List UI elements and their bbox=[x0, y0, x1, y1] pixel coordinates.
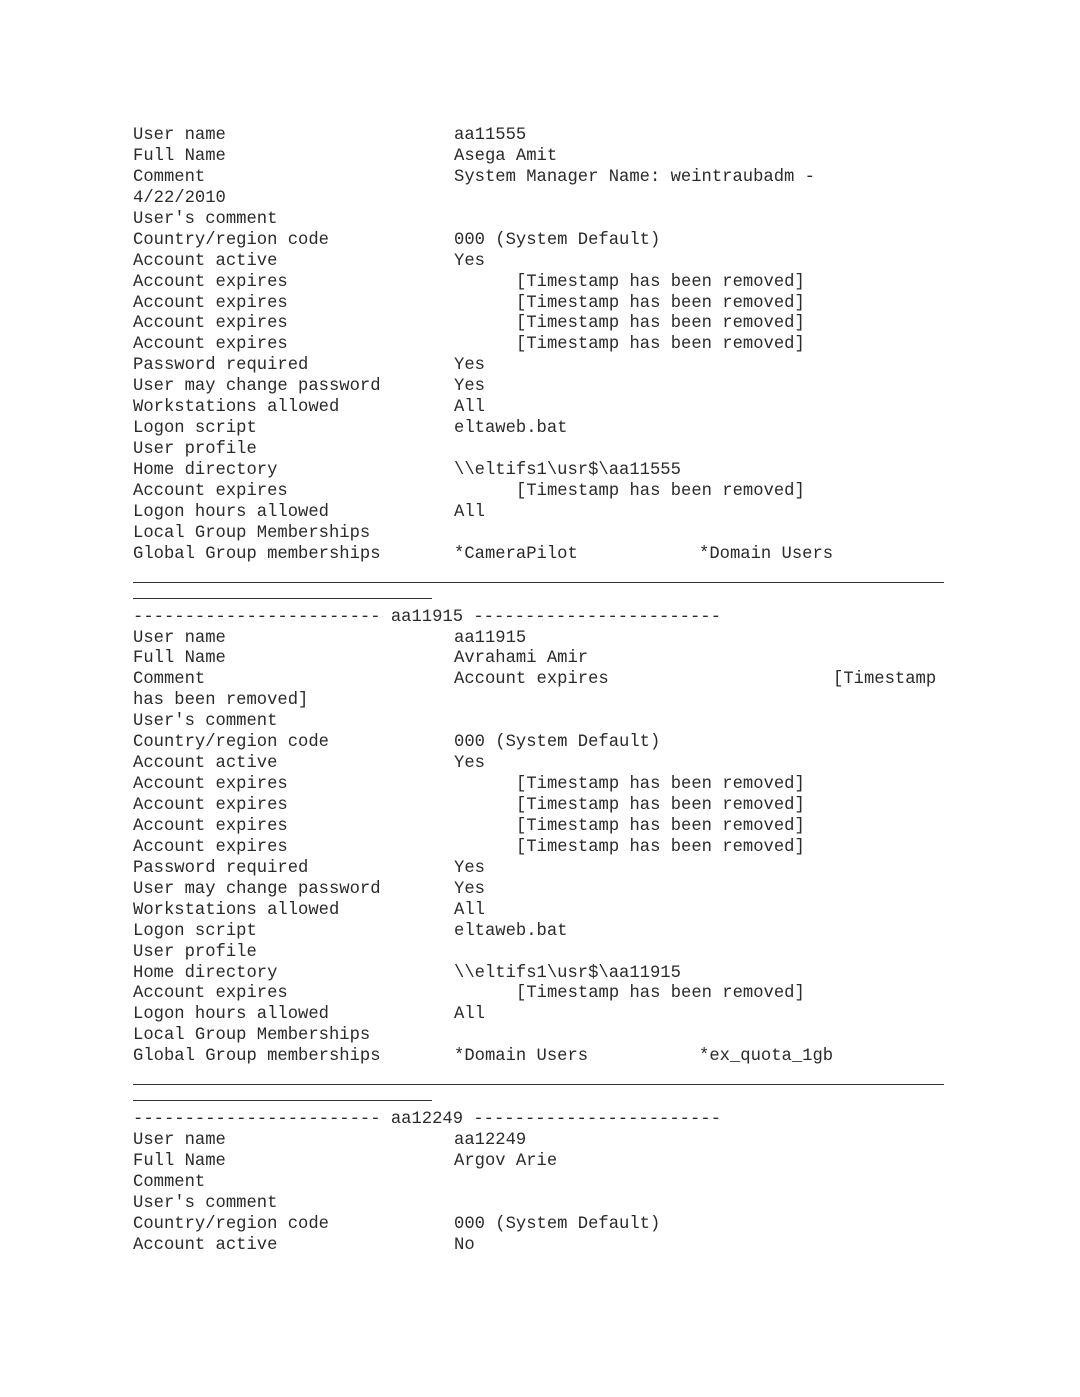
separator-line-short bbox=[133, 1089, 945, 1110]
field-label: Workstations allowed bbox=[133, 900, 340, 920]
field-label: User profile bbox=[133, 942, 257, 962]
field-row bbox=[133, 482, 945, 503]
field-row bbox=[133, 335, 945, 356]
separator-rule bbox=[133, 582, 944, 583]
field-label: Home directory bbox=[133, 963, 278, 983]
timestamp-removed: [Timestamp has been removed] bbox=[516, 796, 805, 815]
field-label: Account expires bbox=[133, 293, 288, 313]
field-row bbox=[133, 377, 945, 398]
field-label: Account expires bbox=[133, 984, 288, 1004]
field-row bbox=[133, 545, 945, 566]
field-row bbox=[133, 712, 945, 733]
separator-line-short bbox=[133, 587, 945, 608]
field-row bbox=[133, 1047, 945, 1068]
field-row bbox=[133, 440, 945, 461]
user-record-aa12249 bbox=[133, 1110, 945, 1257]
field-row bbox=[133, 922, 945, 943]
field-value: *Domain Users bbox=[454, 1047, 589, 1067]
field-row bbox=[133, 356, 945, 377]
field-row bbox=[133, 1215, 945, 1236]
field-row bbox=[133, 231, 945, 252]
document-page bbox=[133, 126, 945, 1257]
field-label: Account expires bbox=[133, 335, 288, 355]
field-label: User's comment bbox=[133, 1193, 278, 1213]
field-label: User's comment bbox=[133, 209, 278, 229]
field-value: All bbox=[454, 502, 485, 522]
field-row bbox=[133, 503, 945, 524]
field-value: All bbox=[454, 1005, 485, 1025]
field-label: Account expires bbox=[133, 796, 288, 815]
field-label: Account active bbox=[133, 1235, 278, 1255]
user-record-aa11915 bbox=[133, 608, 945, 1069]
field-label: Logon script bbox=[133, 419, 257, 439]
separator-rule bbox=[133, 1084, 944, 1085]
timestamp-removed: [Timestamp has been removed] bbox=[516, 481, 805, 501]
field-value: aa11915 bbox=[454, 628, 527, 648]
field-value: Yes bbox=[454, 879, 485, 899]
field-label: Account expires bbox=[133, 816, 288, 836]
field-label: Country/region code bbox=[133, 230, 329, 250]
field-label: Logon hours allowed bbox=[133, 502, 329, 522]
field-label: Logon hours allowed bbox=[133, 1005, 329, 1025]
field-label: Home directory bbox=[133, 461, 278, 480]
field-label: Password required bbox=[133, 858, 309, 878]
field-row bbox=[133, 964, 945, 985]
field-label: User name bbox=[133, 126, 226, 145]
field-value: \\eltifs1\usr$\aa11555 bbox=[454, 461, 681, 480]
field-value: All bbox=[454, 398, 485, 418]
field-row bbox=[133, 838, 945, 859]
field-value: Account expires bbox=[454, 670, 609, 690]
field-label: Workstations allowed bbox=[133, 398, 340, 418]
field-label: Account expires bbox=[133, 272, 288, 292]
field-label: User's comment bbox=[133, 712, 278, 732]
field-value: *Domain Users bbox=[699, 544, 834, 564]
field-value: [Timestamp bbox=[833, 670, 937, 690]
field-row bbox=[133, 984, 945, 1005]
field-row bbox=[133, 168, 945, 189]
field-row bbox=[133, 252, 945, 273]
field-row bbox=[133, 901, 945, 922]
timestamp-removed: [Timestamp has been removed] bbox=[516, 775, 805, 795]
field-row bbox=[133, 649, 945, 670]
field-row bbox=[133, 943, 945, 964]
field-row bbox=[133, 147, 945, 168]
field-row bbox=[133, 294, 945, 315]
field-row bbox=[133, 461, 945, 482]
timestamp-removed: [Timestamp has been removed] bbox=[516, 816, 805, 836]
timestamp-removed: [Timestamp has been removed] bbox=[516, 984, 805, 1004]
field-value: Avrahami Amir bbox=[454, 649, 589, 669]
field-value: 000 (System Default) bbox=[454, 230, 661, 250]
field-label: Comment bbox=[133, 670, 206, 690]
field-label: Global Group memberships bbox=[133, 1047, 381, 1067]
field-label: Account active bbox=[133, 754, 278, 774]
field-row bbox=[133, 670, 945, 691]
user-record-aa11555 bbox=[133, 126, 945, 566]
field-row bbox=[133, 1194, 945, 1215]
field-value: Yes bbox=[454, 377, 485, 397]
field-row bbox=[133, 314, 945, 335]
field-row bbox=[133, 419, 945, 440]
field-value: *CameraPilot bbox=[454, 544, 578, 564]
field-label: Comment bbox=[133, 1172, 206, 1192]
field-row bbox=[133, 126, 945, 147]
timestamp-removed: [Timestamp has been removed] bbox=[516, 293, 805, 313]
field-row bbox=[133, 691, 945, 712]
field-label: Account expires bbox=[133, 314, 288, 334]
field-value: Yes bbox=[454, 251, 485, 271]
field-row bbox=[133, 1173, 945, 1194]
field-label: User may change password bbox=[133, 879, 381, 899]
field-label: Local Group Memberships bbox=[133, 523, 371, 543]
field-row bbox=[133, 398, 945, 419]
field-label: Country/region code bbox=[133, 1214, 329, 1234]
field-value: System Manager Name: weintraubadm - bbox=[454, 167, 815, 187]
field-value: Yes bbox=[454, 356, 485, 376]
field-value: *ex_quota_1gb bbox=[699, 1047, 834, 1067]
field-label: Full Name bbox=[133, 649, 226, 669]
field-label: User name bbox=[133, 628, 226, 648]
field-row bbox=[133, 210, 945, 231]
field-value-wrap: has been removed] bbox=[133, 691, 309, 711]
field-row bbox=[133, 273, 945, 294]
field-value: aa11555 bbox=[454, 126, 527, 145]
field-row bbox=[133, 1026, 945, 1047]
field-label: Account expires bbox=[133, 481, 288, 501]
record-header: ------------------------ aa11915 ------------------------ bbox=[133, 607, 721, 627]
field-label: Local Group Memberships bbox=[133, 1026, 371, 1046]
field-label: Account expires bbox=[133, 837, 288, 857]
field-label: Comment bbox=[133, 167, 206, 187]
timestamp-removed: [Timestamp has been removed] bbox=[516, 314, 805, 334]
separator-line bbox=[133, 1068, 945, 1089]
field-value: Yes bbox=[454, 858, 485, 878]
field-row bbox=[133, 796, 945, 817]
field-value: Asega Amit bbox=[454, 146, 558, 166]
timestamp-removed: [Timestamp has been removed] bbox=[516, 335, 805, 355]
field-label: Country/region code bbox=[133, 733, 329, 753]
separator-rule bbox=[133, 598, 432, 599]
field-row bbox=[133, 189, 945, 210]
field-row bbox=[133, 754, 945, 775]
field-row bbox=[133, 817, 945, 838]
field-row bbox=[133, 775, 945, 796]
field-value: 000 (System Default) bbox=[454, 1214, 661, 1234]
field-row bbox=[133, 859, 945, 880]
field-value: aa12249 bbox=[454, 1131, 527, 1150]
field-label: Full Name bbox=[133, 1151, 226, 1171]
separator-rule bbox=[133, 1100, 432, 1101]
field-value: Argov Arie bbox=[454, 1151, 558, 1171]
record-header: ------------------------ aa12249 ------------------------ bbox=[133, 1110, 721, 1130]
timestamp-removed: [Timestamp has been removed] bbox=[516, 837, 805, 857]
field-row bbox=[133, 1005, 945, 1026]
field-value: Yes bbox=[454, 754, 485, 774]
field-label: Full Name bbox=[133, 146, 226, 166]
field-label: Account active bbox=[133, 251, 278, 271]
field-value-wrap: 4/22/2010 bbox=[133, 188, 226, 208]
field-label: Global Group memberships bbox=[133, 544, 381, 564]
separator-line bbox=[133, 566, 945, 587]
field-row bbox=[133, 524, 945, 545]
field-row bbox=[133, 1131, 945, 1152]
field-label: User name bbox=[133, 1131, 226, 1150]
field-value: All bbox=[454, 900, 485, 920]
field-label: Account expires bbox=[133, 775, 288, 795]
field-label: User profile bbox=[133, 440, 257, 460]
field-label: Password required bbox=[133, 356, 309, 376]
field-row bbox=[133, 880, 945, 901]
field-row bbox=[133, 629, 945, 650]
field-value: eltaweb.bat bbox=[454, 419, 568, 439]
field-label: Logon script bbox=[133, 921, 257, 941]
field-label: User may change password bbox=[133, 377, 381, 397]
field-row bbox=[133, 1236, 945, 1257]
timestamp-removed: [Timestamp has been removed] bbox=[516, 272, 805, 292]
field-value: \\eltifs1\usr$\aa11915 bbox=[454, 963, 681, 983]
field-row bbox=[133, 733, 945, 754]
field-row bbox=[133, 1152, 945, 1173]
field-value: eltaweb.bat bbox=[454, 921, 568, 941]
field-value: No bbox=[454, 1235, 475, 1255]
field-value: 000 (System Default) bbox=[454, 733, 661, 753]
